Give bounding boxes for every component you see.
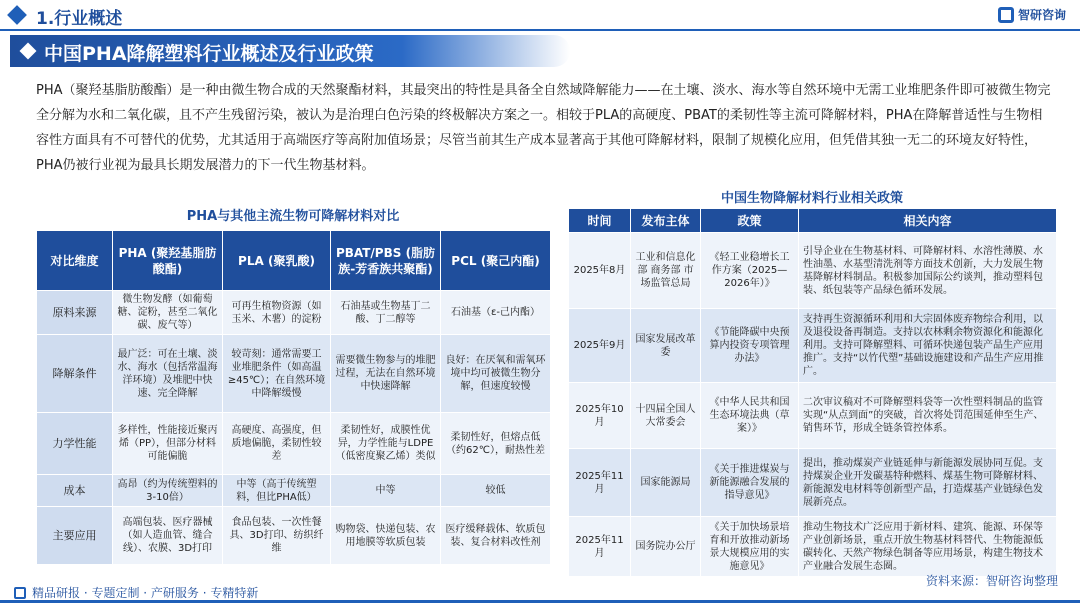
content-cell: 二次审议稿对不可降解塑料袋等一次性塑料制品的监管实现“从点到面”的突破，首次将处罚范围延伸至生产、销售环节，形成全链条管控体系。 xyxy=(799,383,1057,449)
issuer-cell: 国务院办公厅 xyxy=(631,517,701,577)
table-cell: 良好：在厌氧和需氧环境中均可被微生物分解，但速度较慢 xyxy=(441,335,551,413)
comparison-header-cell: 对比维度 xyxy=(37,231,113,291)
dimension-cell: 成本 xyxy=(37,475,113,507)
comparison-header-cell: PBAT/PBS (脂肪族-芳香族共聚酯) xyxy=(331,231,441,291)
table-row xyxy=(569,449,1057,517)
dimension-cell: 降解条件 xyxy=(37,335,113,413)
table-cell: 高昂（约为传统塑料的3-10倍） xyxy=(113,475,223,507)
table-cell: 石油基或生物基丁二酸、丁二醇等 xyxy=(331,291,441,335)
table-cell: 需要微生物参与的堆肥过程，无法在自然环境中快速降解 xyxy=(331,335,441,413)
content-cell: 引导企业在生物基材料、可降解材料、水溶性薄膜、水性油墨、水基型清洗剂等方面技术创新，大力发展生物基降解材料制品。积极参加国际公约谈判，推动塑料包装、纸包装等产品绿色循环发展。 xyxy=(799,233,1057,309)
table-cell: 较低 xyxy=(441,475,551,507)
intro-paragraph: PHA（聚羟基脂肪酸酯）是一种由微生物合成的天然聚酯材料，其最突出的特性是具备全自然域降解能力——在土壤、淡水、海水等自然环境中无需工业堆肥条件即可被微生物完全分解为水和二氧化碳，且不产生残留污染，被认为是治理白色污染的终极解决方案之一。相较于PLA的高硬度、PBAT的柔韧性等主流可降解材料，PHA在降解普适性与生物相容性方面具有不可替代的优势，尤其适用于高端医疗等高附加值场景；尽管当前其生产成本显著高于其他可降解材料，限制了规模化应用，但凭借其独一无二的环境友好特性，PHA仍被行业视为最具长期发展潜力的下一代生物基材料。 xyxy=(36,83,1051,173)
footer-divider xyxy=(0,600,1080,603)
policy-header-row xyxy=(569,209,1057,233)
section-marker-icon xyxy=(7,5,27,25)
policy-name-cell: 《关于加快场景培育和开放推动新场景大规模应用的实施意见》 xyxy=(701,517,799,577)
table-row xyxy=(569,517,1057,577)
comparison-table-title: PHA与其他主流生物可降解材料对比 xyxy=(186,209,400,224)
footer-tagline-text: 精品研报 · 专题定制 · 产研服务 · 专精特新 xyxy=(32,586,259,600)
header-divider xyxy=(0,29,1080,31)
dimension-cell: 原料来源 xyxy=(37,291,113,335)
policy-header-cell: 时间 xyxy=(569,209,631,233)
table-cell: 微生物发酵（如葡萄糖、淀粉，甚至二氧化碳、废气等） xyxy=(113,291,223,335)
dimension-cell: 主要应用 xyxy=(37,507,113,565)
policy-name-cell: 《中华人民共和国生态环境法典（草案）》 xyxy=(701,383,799,449)
policy-name-cell: 《关于推进煤炭与新能源融合发展的指导意见》 xyxy=(701,449,799,517)
table-row xyxy=(37,335,551,413)
brand-logo-icon xyxy=(998,7,1014,23)
comparison-header-cell: PCL (聚己内酯) xyxy=(441,231,551,291)
diamond-icon xyxy=(20,43,37,60)
policy-header-cell: 相关内容 xyxy=(799,209,1057,233)
content-cell: 提出，推动煤炭产业链延伸与新能源发展协同互促。支持煤炭企业开发碳基特种燃料、煤基生物可降解材料、新能源发电材料等创新型产品，打造煤基产业链绿色发展新亮点。 xyxy=(799,449,1057,517)
policy-header-cell: 政策 xyxy=(701,209,799,233)
date-cell: 2025年8月 xyxy=(569,233,631,309)
table-row xyxy=(569,233,1057,309)
page-title: 中国PHA降解塑料行业概述及行业政策 xyxy=(44,43,374,65)
policy-name-cell: 《轻工业稳增长工作方案（2025—2026年）》 xyxy=(701,233,799,309)
table-row xyxy=(37,291,551,335)
table-cell: 食品包装、一次性餐具、3D打印、纺织纤维 xyxy=(223,507,331,565)
table-row xyxy=(37,413,551,475)
date-cell: 2025年9月 xyxy=(569,309,631,383)
comparison-header-row xyxy=(37,231,551,291)
policy-header-cell: 发布主体 xyxy=(631,209,701,233)
policy-table xyxy=(568,208,1057,577)
table-cell: 柔韧性好，但熔点低（约62℃），耐热性差 xyxy=(441,413,551,475)
policy-name-cell: 《节能降碳中央预算内投资专项管理办法》 xyxy=(701,309,799,383)
table-cell: 中等 xyxy=(331,475,441,507)
brand-name: 智研咨询 xyxy=(1017,8,1066,22)
data-source: 资料来源：智研咨询整理 xyxy=(925,574,1058,588)
comparison-header-cell: PHA (聚羟基脂肪酸酯) xyxy=(113,231,223,291)
table-cell: 柔韧性好，成膜性优异，力学性能与LDPE（低密度聚乙烯）类似 xyxy=(331,413,441,475)
content-cell: 支持再生资源循环利用和大宗固体废弃物综合利用，以及退役设备再制造。支持以农林剩余物资源化和能源化利用。支持可降解塑料、可循环快递包装产品生产应用推广。支持“以竹代塑”基础设施建设和产品生产应用推广。 xyxy=(799,309,1057,383)
issuer-cell: 国家发展改革委 xyxy=(631,309,701,383)
table-row xyxy=(37,507,551,565)
table-row xyxy=(569,309,1057,383)
table-cell: 可再生植物资源（如玉米、木薯）的淀粉 xyxy=(223,291,331,335)
issuer-cell: 工业和信息化部 商务部 市场监管总局 xyxy=(631,233,701,309)
top-bar xyxy=(0,0,1080,30)
brand xyxy=(998,6,1066,23)
table-cell: 高硬度、高强度，但质地偏脆，柔韧性较差 xyxy=(223,413,331,475)
date-cell: 2025年10月 xyxy=(569,383,631,449)
table-cell: 最广泛：可在土壤、淡水、海水（包括常温海洋环境）及堆肥中快速、完全降解 xyxy=(113,335,223,413)
date-cell: 2025年11月 xyxy=(569,517,631,577)
comparison-header-cell: PLA (聚乳酸) xyxy=(223,231,331,291)
content-cell: 推动生物技术广泛应用于新材料、建筑、能源、环保等产业创新场景，重点开放生物基材料替代、生物能源低碳转化、天然产物绿色制备等应用场景，构建生物技术产业融合发展生态圈。 xyxy=(799,517,1057,577)
table-cell: 高端包装、医疗器械（如人造血管、缝合线）、农膜、3D打印 xyxy=(113,507,223,565)
table-row xyxy=(569,383,1057,449)
dimension-cell: 力学性能 xyxy=(37,413,113,475)
table-cell: 较苛刻：通常需要工业堆肥条件（如高温≥45℃）；在自然环境中降解缓慢 xyxy=(223,335,331,413)
table-cell: 多样性，性能接近聚丙烯（PP），但部分材料可能偏脆 xyxy=(113,413,223,475)
section-title: 1.行业概述 xyxy=(36,9,123,29)
table-cell: 石油基（ε-己内酯） xyxy=(441,291,551,335)
footer-tagline xyxy=(14,584,258,601)
table-cell: 中等（高于传统塑料，但比PHA低） xyxy=(223,475,331,507)
brand-square-icon xyxy=(14,587,26,599)
policy-table-title: 中国生物降解材料行业相关政策 xyxy=(720,191,903,206)
comparison-table xyxy=(36,230,551,565)
title-banner xyxy=(10,35,570,67)
table-cell: 购物袋、快递包装、农用地膜等软质包装 xyxy=(331,507,441,565)
table-row xyxy=(37,475,551,507)
issuer-cell: 国家能源局 xyxy=(631,449,701,517)
date-cell: 2025年11月 xyxy=(569,449,631,517)
table-cell: 医疗缓释载体、软质包装、复合材料改性剂 xyxy=(441,507,551,565)
issuer-cell: 十四届全国人大常委会 xyxy=(631,383,701,449)
